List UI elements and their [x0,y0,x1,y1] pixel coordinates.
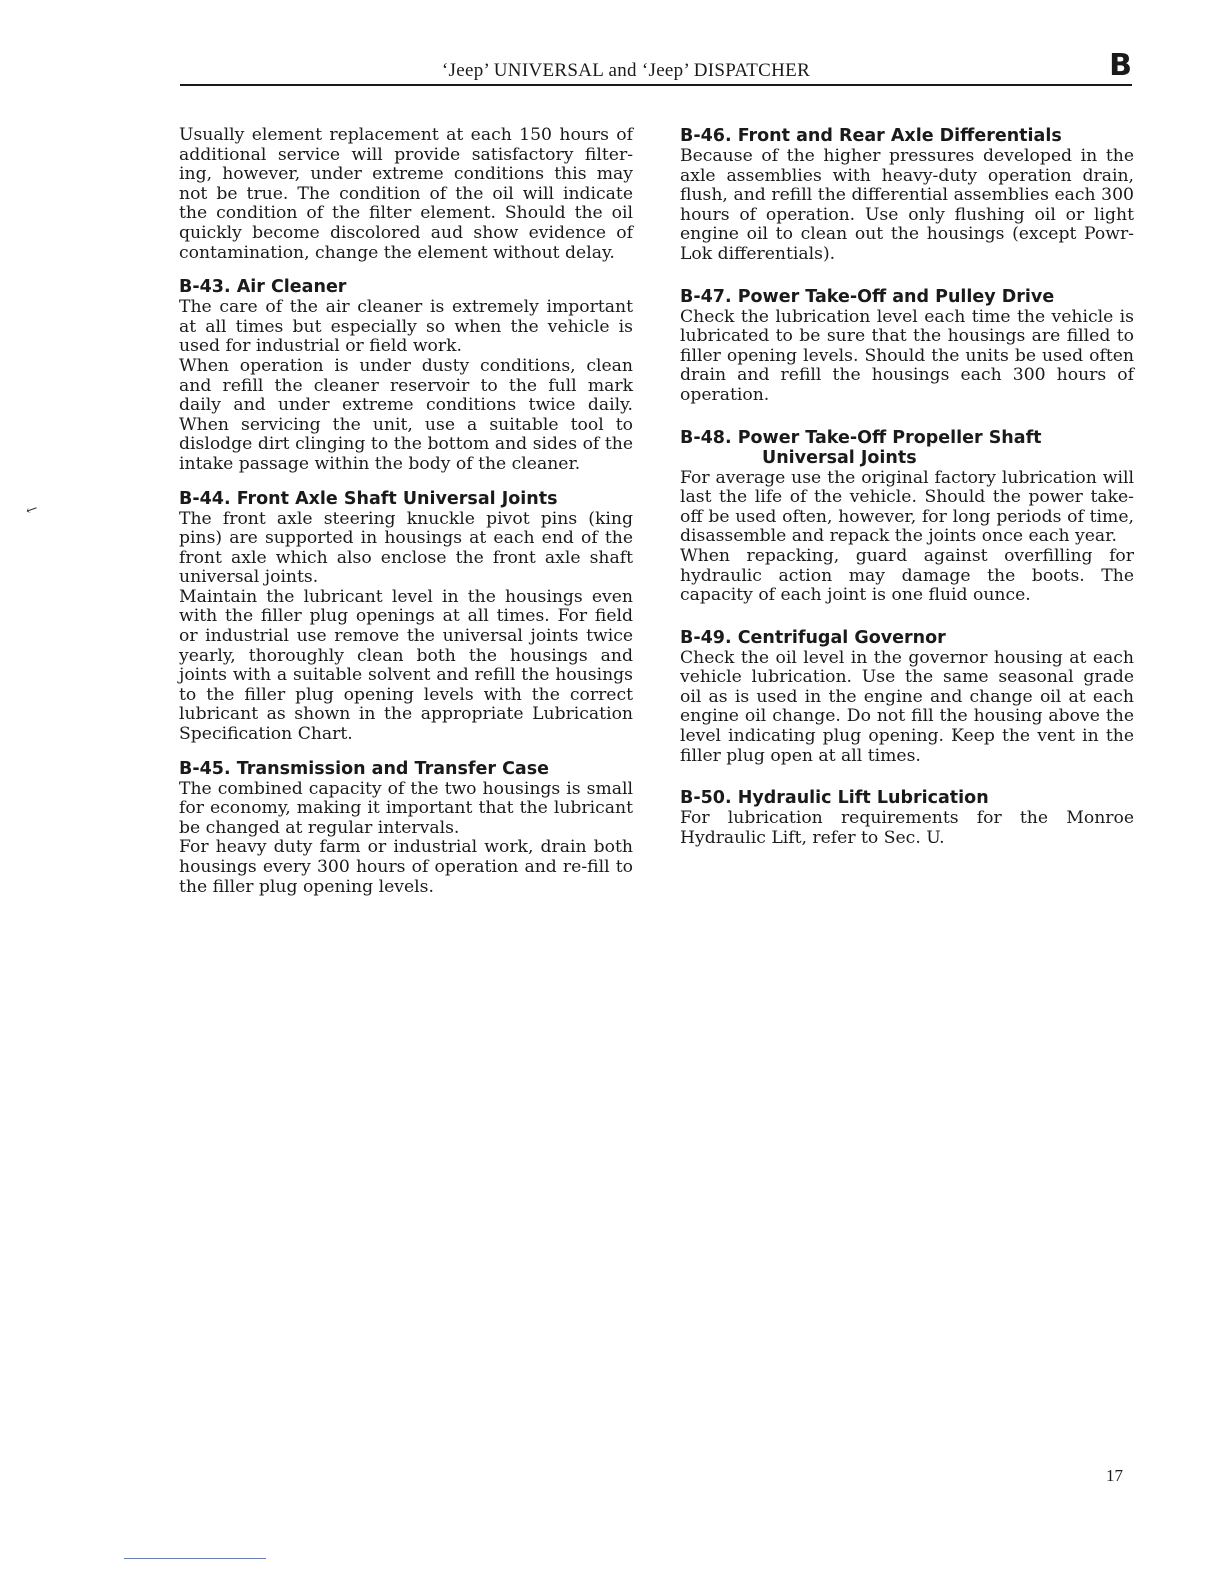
intro-paragraph: Usually element replacement at each 150 hours of additional service will provide satisfactory filter-ing, however, under extreme conditions this may not be true. The condition of the oil will indicate the condition of the filter element. Should the oil quickly become discolored aud show evidence of contamination, change the element without delay. [179,125,633,263]
section-paragraph: Maintain the lubricant level in the housings even with the filler plug openings at all times. For field or industrial use remove the universal joints twice yearly, thoroughly clean both the housings and joints with a suitable solvent and refill the housings to the filler plug opening levels with the correct lubricant as shown in the appropriate Lubrication Specification Chart. [179,586,633,745]
section-heading: B-47. Power Take-Off and Pulley Drive [680,286,1055,307]
section-paragraph: For average use the original factory lubrication will last the life of the vehicle. Should the power take-off be used often, however, for long periods of time, disassemble and repack the joints once each year. [680,467,1134,547]
footer-rule [124,1558,266,1559]
section-heading: B-49. Centrifugal Governor [680,627,946,648]
section-b45 [179,759,633,898]
header-title: ‘Jeep’ UNIVERSAL and ‘Jeep’ DISPATCHER [441,60,811,81]
section-heading [680,428,1134,468]
section-paragraph: Check the lubrication level each time the vehicle is lubricated to be sure that the housings are filled to filler opening levels. Should the units be used often drain and refill the housings each 300 hours of operation. [680,306,1134,405]
left-column [179,126,633,897]
section-heading: B-44. Front Axle Shaft Universal Joints [179,488,558,509]
section-paragraph: The care of the air cleaner is extremely important at all times but especially so when the vehicle is used for industrial or field work. [179,297,633,357]
section-heading: B-50. Hydraulic Lift Lubrication [680,788,989,809]
section-paragraph: Because of the higher pressures developed in the axle assemblies with heavy-duty operation drain, flush, and refill the differential assemblies each 300 hours of operation. Use only flushing oil or light engine oil to clean out the housings (except Powr-Lok differentials). [680,146,1134,264]
section-b44 [179,489,633,745]
section-paragraph: When operation is under dusty conditions, clean and refill the cleaner reservoir to the full mark daily and under extreme conditions twice daily. When servicing the unit, use a suitable tool to dislodge dirt clinging to the bottom and sides of the intake passage within the body of the cleaner. [179,355,633,474]
section-letter: B [1109,48,1132,83]
margin-mark-icon: ← [23,500,41,520]
section-paragraph: Check the oil level in the governor housing at each vehicle lubrication. Use the same seasonal grade oil as is used in the engine and change oil at each engine oil change. Do not fill the housing above the level indicating plug opening. Keep the vent in the filler plug open at all times. [680,647,1134,766]
section-b46 [680,126,1134,265]
intro-section [179,126,633,263]
section-b43 [179,277,633,474]
page-header [180,48,1132,86]
section-paragraph: For heavy duty farm or industrial work, drain both housings every 300 hours of operation and re-fill to the filler plug opening levels. [179,837,633,897]
right-column [680,126,1134,848]
section-b47 [680,287,1134,406]
section-heading-line1: B-48. Power Take-Off Propeller Shaft [680,427,1042,448]
section-heading: B-43. Air Cleaner [179,277,347,298]
section-b50 [680,788,1134,848]
section-paragraph: For lubrication requirements for the Monroe Hydraulic Lift, refer to Sec. U. [680,808,1134,848]
section-paragraph: The combined capacity of the two housings is small for economy, making it important that the lubricant be changed at regular intervals. [179,778,633,838]
section-paragraph: When repacking, guard against overfilling for hydraulic action may damage the boots. The capacity of each joint is one fluid ounce. [680,545,1134,606]
page-number: 17 [1106,1466,1123,1485]
section-heading-line2: Universal Joints [762,447,917,468]
section-paragraph: The front axle steering knuckle pivot pins (king pins) are supported in housings at each end of the front axle which also enclose the front axle shaft universal joints. [179,508,633,588]
section-b49 [680,628,1134,767]
header-rule [180,84,1132,86]
section-heading: B-46. Front and Rear Axle Differentials [680,126,1062,146]
section-heading: B-45. Transmission and Transfer Case [179,758,550,779]
section-b48 [680,428,1134,606]
